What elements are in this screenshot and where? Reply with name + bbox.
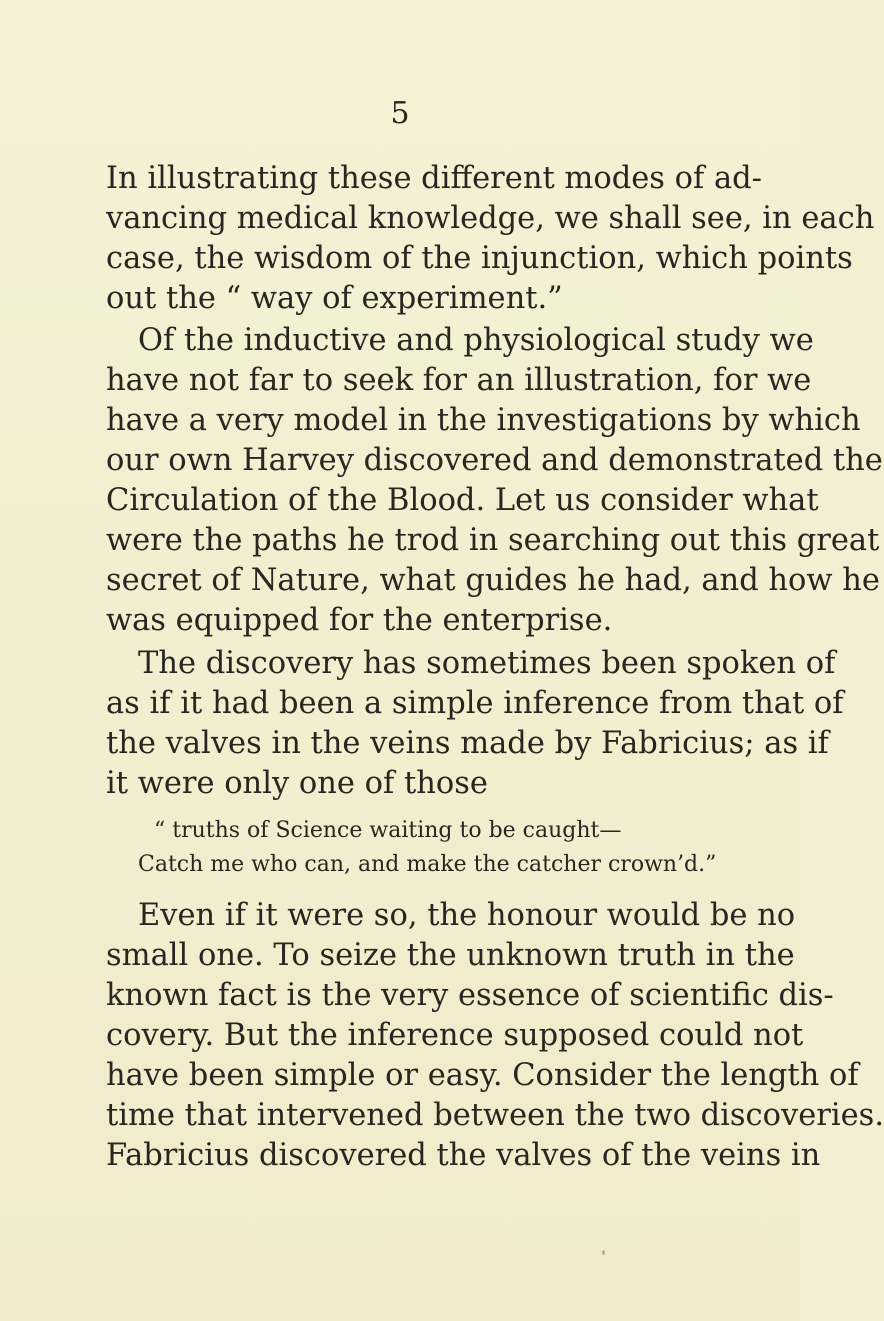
text-line: have been simple or easy. Consider the length of — [106, 1058, 859, 1093]
text-line: was equipped for the enterprise. — [106, 603, 613, 638]
text-line: secret of Nature, what guides he had, and how he — [106, 563, 880, 598]
quote-line: Catch me who can, and make the catcher crown’d.” — [138, 852, 717, 877]
text-line: time that intervened between the two discoveries. — [106, 1098, 884, 1133]
text-line: our own Harvey discovered and demonstrated the — [106, 443, 883, 478]
text-line: Fabricius discovered the valves of the veins in — [106, 1138, 821, 1173]
text-line: have not far to seek for an illustration, for we — [106, 363, 812, 398]
text-line: Circulation of the Blood. Let us consider what — [106, 483, 819, 518]
text-line: were the paths he trod in searching out this great — [106, 523, 880, 558]
text-line: small one. To seize the unknown truth in the — [106, 938, 795, 973]
text-line: The discovery has sometimes been spoken of — [138, 646, 836, 681]
text-line: have a very model in the investigations by which — [106, 403, 861, 438]
text-line: it were only one of those — [106, 766, 488, 801]
page-number: 5 — [390, 96, 410, 131]
text-line: covery. But the inference supposed could not — [106, 1018, 804, 1053]
text-line: In illustrating these different modes of ad- — [106, 161, 762, 196]
text-line: case, the wisdom of the injunction, which points — [106, 241, 853, 276]
text-line: Even if it were so, the honour would be no — [138, 898, 796, 933]
text-line: as if it had been a simple inference from that of — [106, 686, 844, 721]
text-line: Of the inductive and physiological study we — [138, 323, 814, 358]
text-line: out the “ way of experiment.” — [106, 281, 563, 316]
paper-speck — [602, 1250, 605, 1255]
quote-line: “ truths of Science waiting to be caught— — [154, 818, 622, 843]
text-line: the valves in the veins made by Fabricius; as if — [106, 726, 829, 761]
text-line: vancing medical knowledge, we shall see, in each — [106, 201, 875, 236]
text-line: known fact is the very essence of scientific dis- — [106, 978, 834, 1013]
